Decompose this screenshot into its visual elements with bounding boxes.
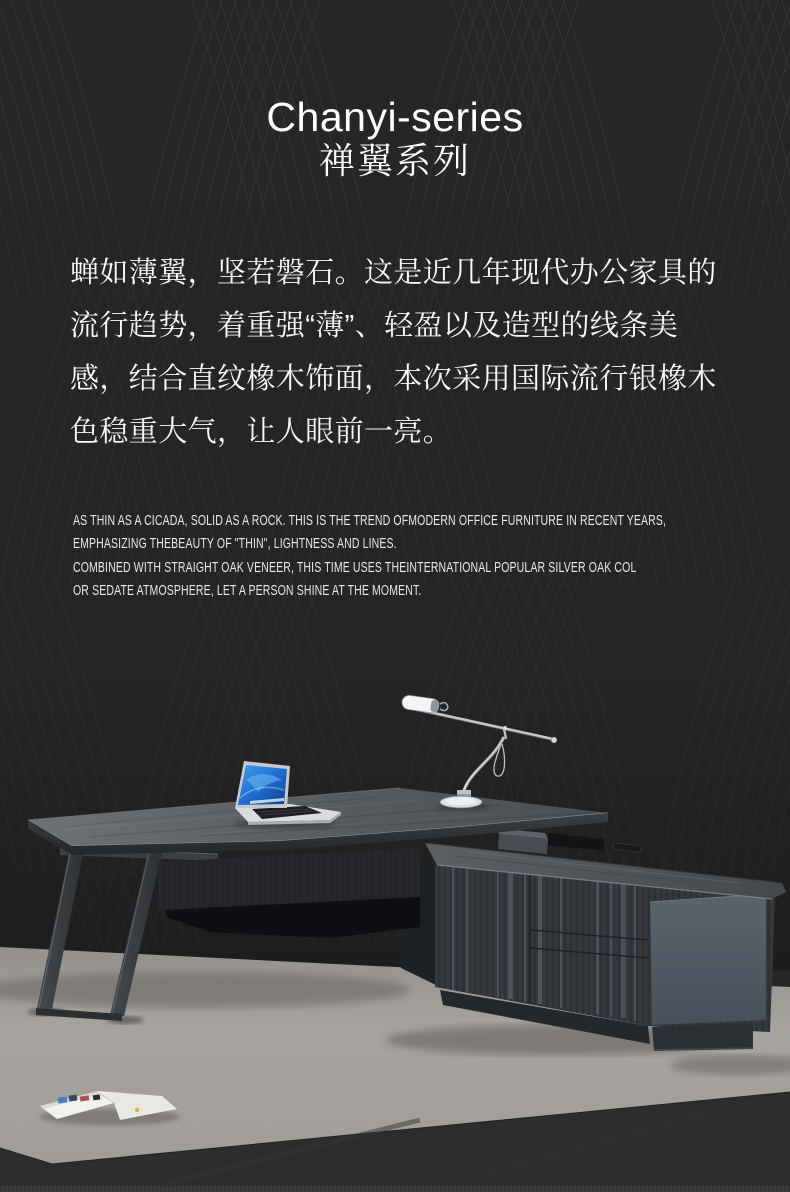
cabinet-end-panel — [650, 894, 766, 1025]
intro-cn-line: 色稳重大气，让人眼前一亮。 — [70, 416, 453, 448]
intro-cn-line: 感，结合直纹橡木饰面，本次采用国际流行银橡木 — [70, 363, 717, 395]
intro-paragraph-cn — [70, 247, 730, 459]
intro-en-line: OR SEDATE ATMOSPHERE, LET A PERSON SHINE AT THE MOMENT. — [73, 581, 422, 599]
intro-paragraph-en — [73, 509, 666, 602]
bottom-strip — [0, 1186, 790, 1192]
intro-cn-line: 流行趋势，着重强“薄”、轻盈以及造型的线条美 — [70, 310, 679, 342]
intro-en-line: AS THIN AS A CICADA, SOLID AS A ROCK. THIS IS THE TREND OFMODERN OFFICE FURNITURE IN RECENT YEARS, — [73, 512, 667, 529]
series-title-cn: 禅翼系列 — [318, 140, 471, 181]
modesty-panel — [158, 848, 420, 938]
intro-en-line: COMBINED WITH STRAIGHT OAK VENEER, THIS TIME USES THEINTERNATIONAL POPULAR SILVER OAK COL — [73, 558, 637, 576]
intro-en-line: EMPHASIZING THEBEAUTY OF "THIN", LIGHTNESS AND LINES. — [73, 535, 397, 553]
series-title-en: Chanyi-series — [266, 94, 524, 140]
cabinet-plinth-end — [652, 1023, 753, 1051]
intro-cn-line: 蝉如薄翼，坚若磐石。这是近几年现代办公家具的 — [70, 257, 717, 289]
product-photo — [0, 640, 790, 1192]
